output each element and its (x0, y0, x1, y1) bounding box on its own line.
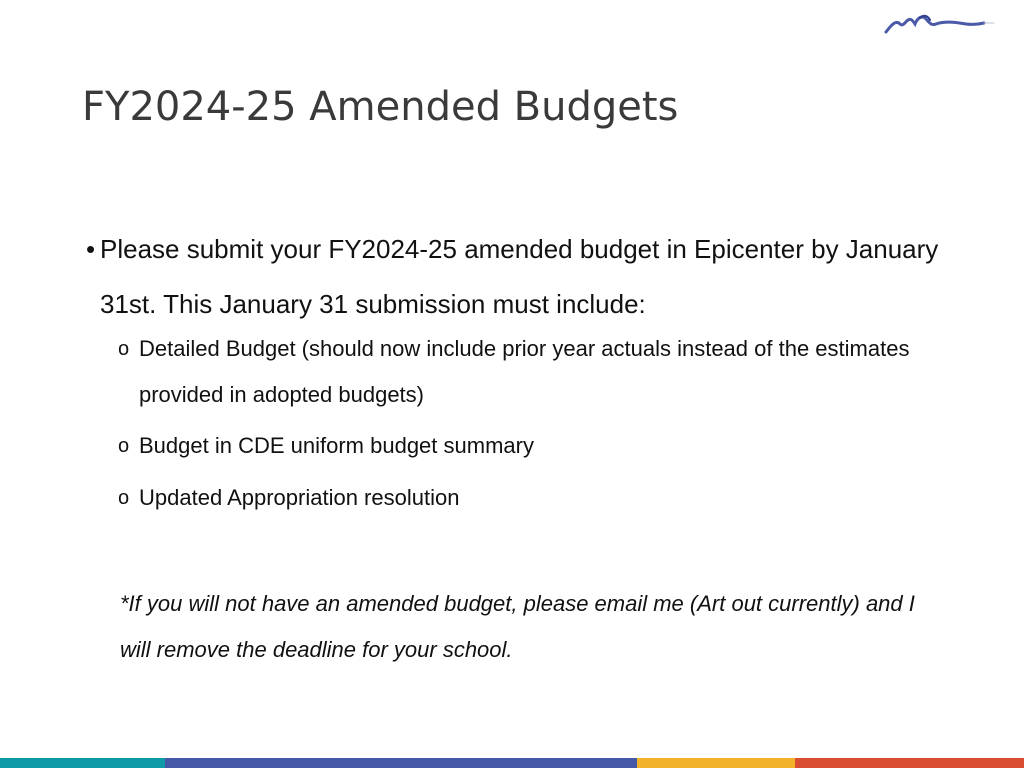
sub-bullet-detailed-budget (118, 326, 958, 418)
footer-segment-red (795, 758, 1024, 768)
sub-bullet-cde-summary (118, 423, 958, 469)
sub-bullet-text: Detailed Budget (should now include prior year actuals instead of the estimates provided in adopted budgets) (139, 336, 910, 407)
footer-segment-blue (165, 758, 637, 768)
sub-bullet-appropriation-resolution (118, 475, 958, 521)
sub-bullet-text: Budget in CDE uniform budget summary (139, 433, 534, 458)
main-bullet (86, 222, 946, 332)
footer-color-bar (0, 758, 1024, 768)
sub-bullet-marker: o (118, 338, 130, 360)
bullet-marker: • (86, 234, 96, 264)
sub-bullet-marker: o (118, 435, 130, 457)
slide-title: FY2024-25 Amended Budgets (82, 84, 679, 130)
italic-note: *If you will not have an amended budget, please email me (Art out currently) and I will remove the deadline for your school. (120, 591, 915, 662)
mountain-logo-icon (884, 10, 996, 36)
footer-segment-gold (637, 758, 795, 768)
sub-bullet-marker: o (118, 487, 130, 509)
sub-bullet-text: Updated Appropriation resolution (139, 485, 460, 510)
footer-segment-teal (0, 758, 165, 768)
main-bullet-text: Please submit your FY2024-25 amended budget in Epicenter by January 31st. This January 31 submission must include: (100, 234, 939, 319)
